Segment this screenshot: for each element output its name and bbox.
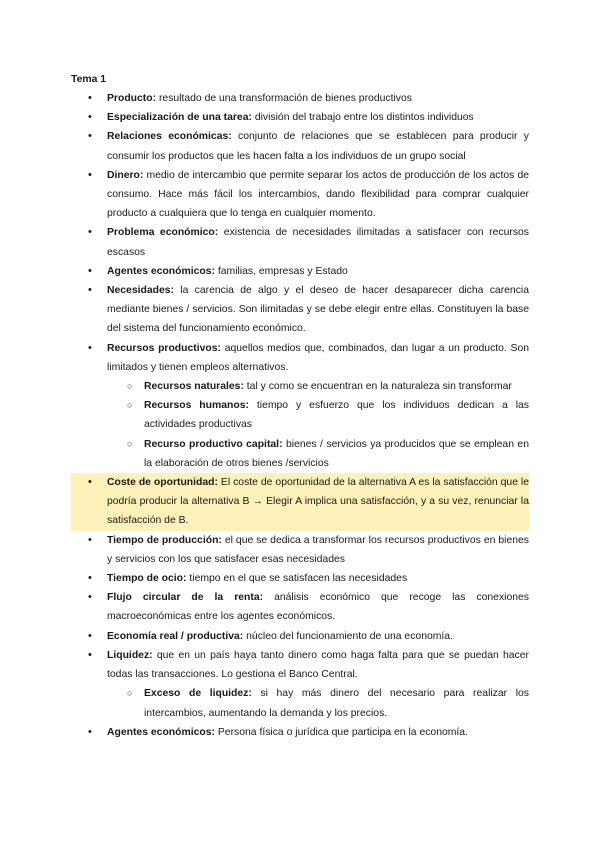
recursos-sublist xyxy=(107,377,529,473)
list-item-economia-real: • Economía real / productiva: núcleo del funcionamiento de una economía. xyxy=(71,627,529,646)
list-item-producto: • Producto: resultado de una transformación de bienes productivos xyxy=(71,89,529,108)
sublist-item-capital: ○ Recurso productivo capital: bienes / servicios ya producidos que se emplean en la elaboración de otros bienes /servicios xyxy=(107,435,529,473)
list-item-agentes-economicos: • Agentes económicos: Persona física o jurídica que participa en la economía. xyxy=(71,723,529,742)
list-item-relaciones: • Relaciones económicas: conjunto de relaciones que se establecen para producir y consumir los productos que les hacen falta a los individuos de un grupo social xyxy=(71,127,529,165)
list-item-tiempo-ocio: • Tiempo de ocio: tiempo en el que se satisfacen las necesidades xyxy=(71,569,529,588)
list-item-problema: • Problema económico: existencia de necesidades ilimitadas a satisfacer con recursos escasos xyxy=(71,223,529,261)
list-item-dinero: • Dinero: medio de intercambio que permite separar los actos de producción de los actos de consumo. Hace más fácil los intercambios, dando flexibilidad para comprar cualquier producto a cualquiera que lo tenga en cualquier momento. xyxy=(71,166,529,224)
list-item-recursos: • Recursos productivos: aquellos medios que, combinados, dan lugar a un producto. Son limitados y tienen empleos alternativos. ○ Recursos naturales: tal y como se encuentran en la naturaleza sin transformar ○ Recursos humanos: tiempo y esfuerzo que los individuos dedican a las actividades productivas ○ Recurso productivo capital: bienes / servicios ya producidos que se emplean en la elaboración de otros bienes /servicios xyxy=(71,339,529,473)
list-item-coste-oportunidad: • Coste de oportunidad: El coste de oportunidad de la alternativa A es la satisfacción que le podría producir la alternativa B → Elegir A implica una satisfacción, y a su vez, renunciar la satisfacción de B. xyxy=(71,473,529,531)
list-item-liquidez: • Liquidez: que en un país haya tanto dinero como haga falta para que se puedan hacer todas las transacciones. Lo gestiona el Banco Central. ○ Exceso de liquidez: si hay más dinero del necesario para realizar los intercambios, aumentando la demanda y los precios. xyxy=(71,646,529,723)
list-item-agentes: • Agentes económicos: familias, empresas y Estado xyxy=(71,262,529,281)
page-title: Tema 1 xyxy=(71,74,107,85)
definition-list xyxy=(71,89,529,742)
sublist-item-naturales: ○ Recursos naturales: tal y como se encuentran en la naturaleza sin transformar xyxy=(107,377,529,396)
sublist-item-humanos: ○ Recursos humanos: tiempo y esfuerzo que los individuos dedican a las actividades productivas xyxy=(107,396,529,434)
list-item-tiempo-produccion: • Tiempo de producción: el que se dedica a transformar los recursos productivos en bienes y servicios con los que satisfacer esas necesidades xyxy=(71,531,529,569)
list-item-necesidades: • Necesidades: la carencia de algo y el deseo de hacer desaparecer dicha carencia mediante bienes / servicios. Son ilimitadas y se debe elegir entre ellas. Constituyen la base del sistema del funcionamiento económico. xyxy=(71,281,529,339)
sublist-item-exceso-liquidez: ○ Exceso de liquidez: si hay más dinero del necesario para realizar los intercambios, aumentando la demanda y los precios. xyxy=(107,684,529,722)
document-page xyxy=(71,70,529,742)
list-item-flujo-circular: • Flujo circular de la renta: análisis económico que recoge las conexiones macroeconómicas entre los agentes económicos. xyxy=(71,588,529,626)
list-item-especializacion: • Especialización de una tarea: división del trabajo entre los distintos individuos xyxy=(71,108,529,127)
liquidez-sublist xyxy=(107,684,529,722)
